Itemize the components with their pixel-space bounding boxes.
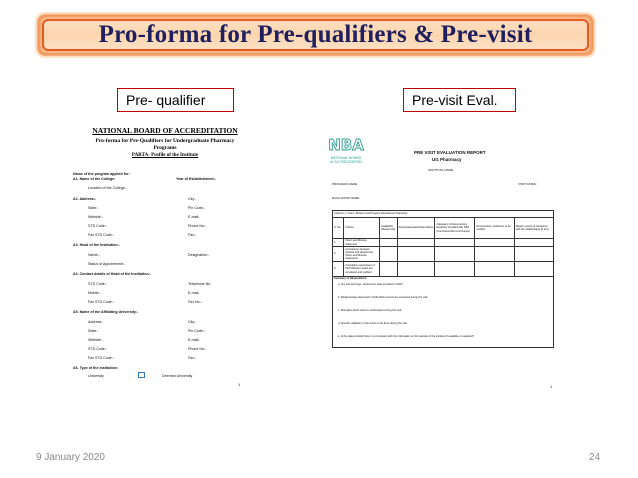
field-email-3: E-mail:- <box>188 338 201 342</box>
row-3-no: 3. <box>333 262 344 277</box>
summary-item-b: b. Weakness(es) observed in SAR which need to be examined during the visit: <box>338 296 429 299</box>
field-fax: Fax:- <box>188 233 197 237</box>
field-status: Status of Appointment:- <box>88 262 126 266</box>
field-name: Name:- <box>88 253 100 257</box>
doc-left-page-number: 1 <box>238 382 241 387</box>
field-pin: Pin Code:- <box>188 206 205 210</box>
doc-right-visit-dates: VISIT DATES: <box>518 182 537 186</box>
row-2-cell <box>379 247 397 262</box>
summary-item-e: e. Is the data provided here in is consistent with the information on the website of the institute (if available on website)? <box>338 335 475 338</box>
doc-right-page-number: 1 <box>550 384 553 389</box>
row-3-cell <box>514 262 553 277</box>
university-checkbox <box>138 372 145 378</box>
field-a6: A6. Type of the Institution: <box>73 366 119 370</box>
field-a5: A5. Name of the Affiliating University:- <box>73 310 139 314</box>
field-state: State:- <box>88 206 99 210</box>
nba-logo-icon <box>330 128 362 168</box>
row-3-criteria: Correlation parameters of PEO-Mission matrix are consistent and justified <box>344 262 380 277</box>
nba-logo-caption-2: of ACCREDITATION <box>330 160 362 164</box>
field-email: E-mail:- <box>188 215 201 219</box>
row-2-cell <box>435 247 475 262</box>
table-row <box>333 262 554 277</box>
row-2-no: 2. <box>333 247 344 262</box>
field-phone: Phone No:- <box>188 224 207 228</box>
field-fax-no: Fax No:- <box>188 300 202 304</box>
header-availability: Availability (Please tick) <box>379 218 397 239</box>
header-appropriateness: Appropriateness/Observations <box>397 218 435 239</box>
field-a2: A2. Address:- <box>73 197 97 201</box>
header-sno: S. No. <box>333 218 344 239</box>
field-address: Address:- <box>88 320 104 324</box>
slide-date: 9 January 2020 <box>36 452 105 463</box>
title-banner-inner <box>42 19 589 51</box>
field-fax-std-3: Fax STD Code:- <box>88 356 114 360</box>
nba-logo-text: NBA <box>328 136 364 154</box>
row-3-cell <box>397 262 435 277</box>
row-1-cell <box>475 239 514 247</box>
header-adequacy: Adequacy of Documentary Evidence provided with SAR (Conclusive/Non-Conclusive) <box>435 218 475 239</box>
field-a1: A1. Name of the College: <box>73 177 116 181</box>
field-program: Name of the program applied for: <box>73 172 130 176</box>
field-year: Year of Establishment:- <box>176 177 216 181</box>
slide-page-number: 24 <box>589 452 601 463</box>
field-telephone: Telephone No: <box>188 282 212 286</box>
summary-item-a: a. Any shortcomings, observed in data provided in SAR? <box>338 283 403 286</box>
doc-right-evaluator: EVALUATOR NAME: <box>332 196 361 200</box>
summary-item-d: d. Specific validation of the points to be done during the visit: <box>338 322 408 325</box>
summary-item-c: c. Strengths which need re-confirmation during the visit: <box>338 309 402 312</box>
row-1-cell <box>435 239 475 247</box>
slide-title: Pro-forma for Pre-qualifiers & Pre-visit <box>98 21 533 48</box>
row-2-cell <box>514 247 553 262</box>
summary-cell <box>333 277 554 348</box>
summary-heading: Summary of Observations: <box>334 277 368 280</box>
doc-right-program: PROGRAM NAME: <box>332 182 358 186</box>
doc-left-subtitle-1: Pro-forma for Pre-Qualifiers for Undergraduate Pharmacy <box>95 138 235 144</box>
field-location: Location of the College:- <box>88 186 127 190</box>
field-city-2: City:- <box>188 320 197 324</box>
doc-left-part: PARTA- Profile of the Institute <box>131 153 199 158</box>
pre-qualifier-label: Pre- qualifier <box>117 88 234 112</box>
row-1-cell <box>397 239 435 247</box>
doc-left-subtitle-2: Programs <box>153 145 177 151</box>
row-1-cell <box>514 239 553 247</box>
field-std-2: STD Code:- <box>88 282 107 286</box>
field-fax-std: Fax STD Code:- <box>88 233 114 237</box>
field-city: City:- <box>188 197 197 201</box>
field-state-2: State:- <box>88 329 99 333</box>
pre-visit-document <box>328 122 558 400</box>
title-banner <box>37 14 594 56</box>
field-university: University <box>88 374 104 378</box>
row-3-cell <box>435 262 475 277</box>
row-3-cell <box>475 262 514 277</box>
criterion-heading: Criterion 1. Vision, Mission and Program Educational Objectives <box>333 211 554 218</box>
row-2-criteria: Consistency between institute and department Vision and Mission statements <box>344 247 380 262</box>
nba-logo-caption-1: NATIONAL BOARD <box>330 156 362 160</box>
pre-qualifier-document <box>70 120 260 408</box>
field-a3: A3. Head of the Institution:- <box>73 243 120 247</box>
row-1-cell <box>379 239 397 247</box>
header-doc-evidence: Documentary evidences to be verified <box>475 218 514 239</box>
field-phone-2: Phone No:- <box>188 347 207 351</box>
table-header-row <box>333 218 554 239</box>
doc-right-subtitle: UG Pharmacy <box>432 157 462 162</box>
field-designation: Designation:- <box>188 253 210 257</box>
doc-left-subtitle <box>70 138 260 152</box>
row-3-cell <box>379 262 397 277</box>
summary-row <box>333 277 554 348</box>
table-row <box>333 247 554 262</box>
row-2-cell <box>397 247 435 262</box>
row-1-criteria: Vision and Mission Statement <box>344 239 380 247</box>
doc-left-title: NATIONAL BOARD OF ACCREDITATION <box>92 126 238 135</box>
field-website-2: Website:- <box>88 338 104 342</box>
field-pin-2: Pin Code:- <box>188 329 205 333</box>
doc-right-institute: INSTITUTE NAME: <box>428 168 454 172</box>
row-2-cell <box>475 247 514 262</box>
table-row <box>333 239 554 247</box>
doc-right-title: PRE VISIT EVALUATION REPORT <box>414 150 486 155</box>
header-criteria: Criteria <box>344 218 380 239</box>
field-std: STD Code:- <box>88 224 107 228</box>
field-email-2: E-mail:- <box>188 291 201 295</box>
field-mobile: Mobile:- <box>88 291 101 295</box>
field-deemed: Deemed University <box>162 374 193 378</box>
field-fax-std-2: Fax STD Code:- <box>88 300 114 304</box>
field-std-3: STD Code:- <box>88 347 107 351</box>
evaluation-table <box>332 210 554 348</box>
header-mission-points: Mission points of interaction with the stakeholders (if any) <box>514 218 553 239</box>
pre-visit-label: Pre-visit Eval. <box>403 88 516 112</box>
field-a4: A4. Contact details of Head of the Institution:- <box>73 272 152 276</box>
field-website: Website:- <box>88 215 104 219</box>
row-1-no: 1. <box>333 239 344 247</box>
field-fax-2: Fax:- <box>188 356 197 360</box>
